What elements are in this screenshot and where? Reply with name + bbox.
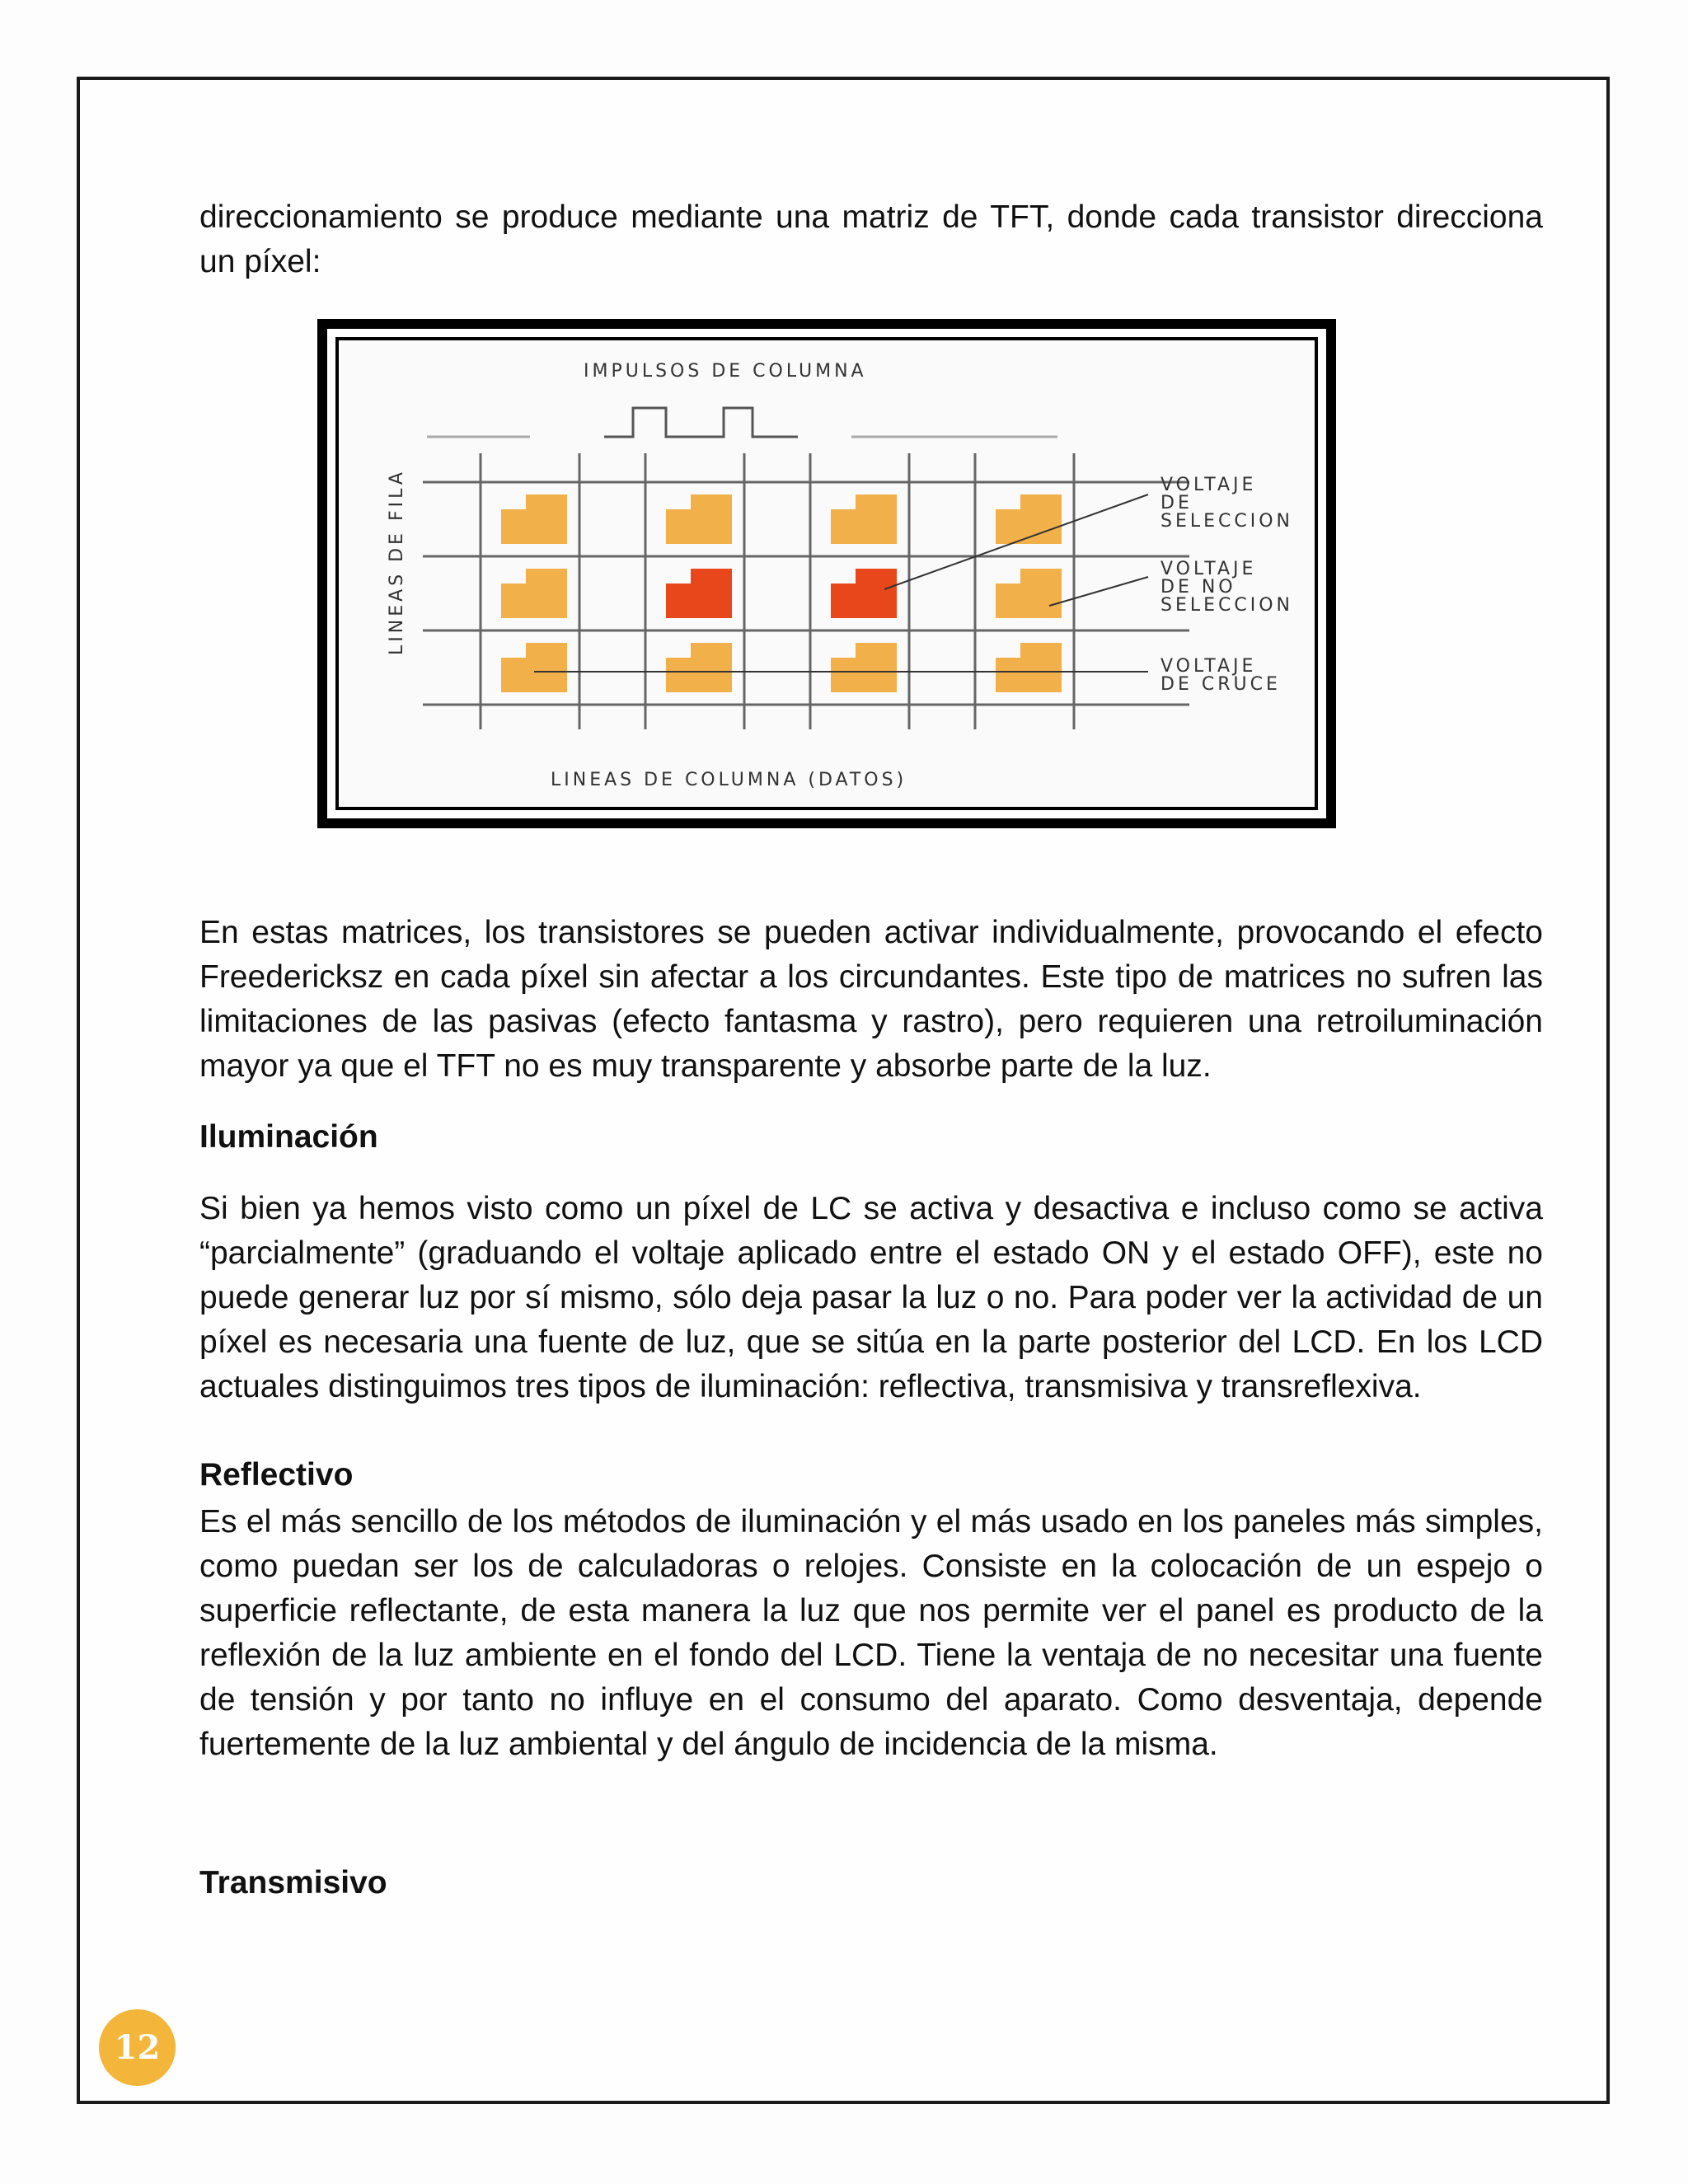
heading-transmisivo: Transmisivo <box>199 1865 387 1900</box>
heading-reflectivo: Reflectivo <box>199 1457 354 1493</box>
figure-bottom-label: LINEAS DE COLUMNA (DATOS) <box>551 770 907 790</box>
label-voltaje-no-seleccion-3: SELECCION <box>1160 595 1294 616</box>
pixel-grid <box>501 494 1062 692</box>
paragraph-iluminacion: Si bien ya hemos visto como un píxel de LC se activa y desactiva e incluso como se activa “parcialmente” (graduando el voltaje aplicado entre el estado ON y el estado OFF), este no puede generar luz por sí mismo, sólo deja pasar la luz o no. Para poder ver la actividad de un píxel es necesaria una fuente de luz, que se sitúa en la parte posterior del LCD. En los LCD actuales distinguimos tres tipos de iluminación: reflectiva, transmisiva y transreflexiva. <box>199 1191 1543 1404</box>
page-number-badge: 12 <box>99 2009 176 2086</box>
tft-matrix-figure <box>317 319 1336 828</box>
figure-top-label: IMPULSOS DE COLUMNA <box>584 361 867 382</box>
label-voltaje-cruce-2: DE CRUCE <box>1160 674 1281 695</box>
label-voltaje-no-seleccion-2: DE NO <box>1160 577 1236 598</box>
label-voltaje-cruce-1: VOLTAJE <box>1160 656 1257 677</box>
label-voltaje-seleccion-2: DE <box>1160 493 1193 513</box>
heading-iluminacion: Iluminación <box>199 1119 378 1155</box>
paragraph-intro: direccionamiento se produce mediante una matriz de TFT, donde cada transistor direcciona un píxel: <box>199 199 1543 279</box>
label-voltaje-seleccion-3: SELECCION <box>1160 511 1294 532</box>
paragraph-matrices: En estas matrices, los transistores se pueden activar individualmente, provocando el efecto Freedericksz en cada píxel sin afectar a los circundantes. Este tipo de matrices no sufren las limitaciones de las pasivas (efecto fantasma y rastro), pero requieren una retroiluminación mayor ya que el TFT no es muy transparente y absorbe parte de la luz. <box>199 915 1543 1084</box>
tft-matrix-diagram <box>357 359 1303 795</box>
figure-side-label: LINEAS DE FILA <box>387 469 407 655</box>
label-voltaje-no-seleccion-1: VOLTAJE <box>1160 559 1257 579</box>
label-voltaje-seleccion-1: VOLTAJE <box>1160 475 1257 495</box>
paragraph-reflectivo: Es el más sencillo de los métodos de iluminación y el más usado en los paneles más simples, como puedan ser los de calculadoras o relojes. Consiste en la colocación de un espejo o superficie reflectante, de esta manera la luz que nos permite ver el panel es producto de la reflexión de la luz ambiente en el fondo del LCD. Tiene la ventaja de no necesitar una fuente de tensión y por tanto no influye en el consumo del aparato. Como desventaja, depende fuertemente de la luz ambiental y del ángulo de incidencia de la misma. <box>199 1504 1543 1762</box>
